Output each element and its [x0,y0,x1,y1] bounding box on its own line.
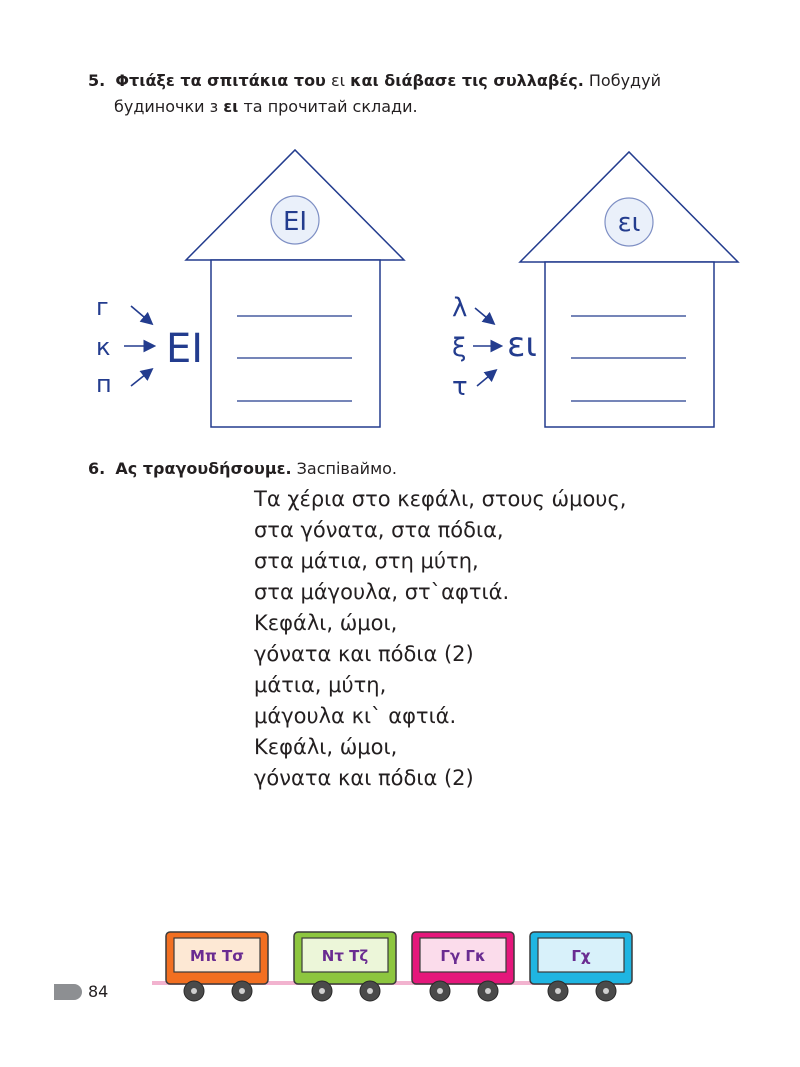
song-line: μάτια, μύτη, [254,673,387,697]
song-lyrics [254,484,626,794]
instruction-greek-ei: ει [325,71,351,90]
task-number: 5. [88,71,106,90]
target-syllable-left: ΕΙ [166,326,204,372]
song-line: γόνατα και πόδια (2) [254,766,474,790]
instruction-ukrainian-3: та прочитай склади. [238,97,418,116]
train-car-label: Γγ Γκ [440,947,486,965]
train-car-label: Μπ Τσ [190,947,244,965]
letter-tau: τ [452,372,468,402]
letter-pi: п [96,370,112,398]
train-car [412,932,514,1001]
page-tab-marker [54,984,82,1000]
instruction-ukrainian-2: будиночки з [114,97,224,116]
song-line: στα μάγουλα, στ`αφτιά. [254,580,510,604]
page-number: 84 [88,982,109,1001]
train-wheel-hub [367,988,373,994]
house-left [96,150,404,427]
instruction-greek-bold: Ας τραγουδήσουμε. [115,459,292,478]
house-left-roof-label: ΕΙ [282,207,308,237]
train-wheel-hub [485,988,491,994]
instruction-ukrainian-ei: ει [223,97,239,116]
arrow-icon [477,371,495,386]
task-6-instruction [88,456,397,482]
house-right [452,152,738,427]
letter-xi: ξ [452,333,467,363]
house-right-roof-label: ει [617,208,641,238]
letter-lambda: λ [452,293,468,323]
arrow-icon [475,308,493,323]
arrow-icon [131,306,151,323]
target-syllable-right: ει [507,325,537,365]
arrow-icon [131,370,151,386]
train-wheel-hub [319,988,325,994]
house-right-body [545,262,714,427]
task-number: 6. [88,459,106,478]
house-left-body [211,260,380,427]
train-car [166,932,268,1001]
train-wheel-hub [239,988,245,994]
song-line: στα γόνατα, στα πόδια, [254,518,504,542]
train-wheel-hub [555,988,561,994]
train-car-label: Ντ Τζ [321,947,369,965]
song-line: μάγουλα κι` αφτιά. [254,704,457,728]
song-line: Τα χέρια στο κεφάλι, στους ώμους, [254,487,627,511]
train-wheel-hub [191,988,197,994]
song-line: Κεφάλι, ώμοι, [254,611,398,635]
instruction-greek-bold-2: και διάβασε τις συλλαβές. [350,71,584,90]
train-car-label: Γχ [571,947,591,965]
train-wheel-hub [437,988,443,994]
song-line: γόνατα και πόδια (2) [254,642,474,666]
song-line: Κεφάλι, ώμοι, [254,735,398,759]
train-car [294,932,396,1001]
song-line: στα μάτια, στη μύτη, [254,549,479,573]
train-wheel-hub [603,988,609,994]
train-illustration [152,932,632,1001]
letter-gamma: г [96,293,109,321]
instruction-ukrainian: Побудуй [583,71,661,90]
instruction-greek-bold: Φτιάξε τα σπιτάκια του [115,71,326,90]
letter-kappa: к [96,333,111,361]
train-car [530,932,632,1001]
instruction-ukrainian: Заспіваймо. [291,459,398,478]
